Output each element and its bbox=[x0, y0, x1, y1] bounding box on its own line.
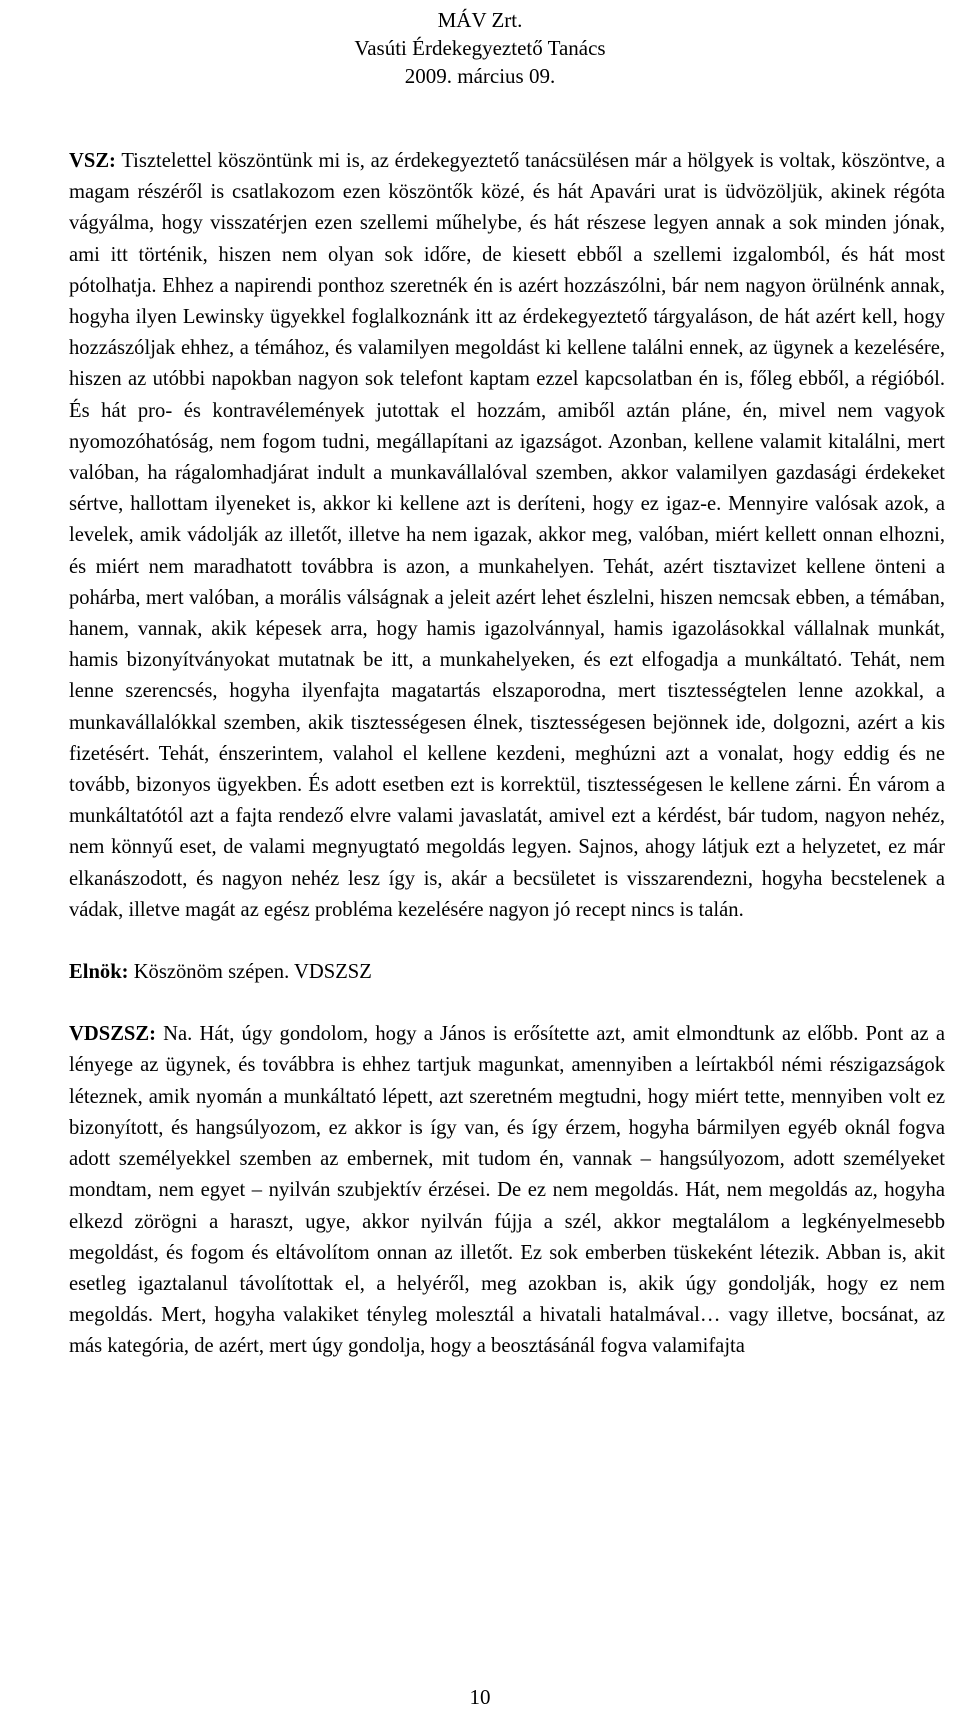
paragraph-elnok bbox=[69, 957, 945, 988]
paragraph-text: Köszönöm szépen. VDSZSZ bbox=[133, 961, 372, 984]
header-organization: MÁV Zrt. bbox=[437, 8, 523, 32]
header-date: 2009. március 09. bbox=[404, 64, 556, 88]
paragraph-vdszsz bbox=[69, 1019, 945, 1362]
document-body bbox=[69, 146, 945, 1363]
paragraph-vsz bbox=[69, 146, 945, 926]
paragraph-text: Tisztelettel köszöntünk mi is, az érdekegyeztető tanácsülésen már a hölgyek is voltak, köszöntve, a magam részéről is csatlakozom ezen köszöntők közé, és hát Apavári urat is üdvözöljük, akinek régóta vágyálma, hogy visszatérjen ezen szellemi műhelybe, és hát részese legyen annak a sok minden jónak, ami itt történik, hiszen nem olyan sok időre, de kiesett ebből a szellemi izgalomból, és hát most pótolhatja. Ehhez a napirendi ponthoz szeretnék én is azért hozzászólni, bár nem nagyon örülnénk annak, hogyha ilyen Lewinsky ügyekkel foglalkoznánk itt az érdekegyeztető tárgyaláson, de hát azért kell, hogy hozzászóljak ehhez, a témához, és valamilyen megoldást ki kellene találni ennek, az ügynek a kezelésére, hiszen az utóbbi napokban nagyon sok telefont kaptam ezzel kapcsolatban én is, főleg ebből, a régióból. És hát pro- és kontravélemények jutottak el hozzám, amiből aztán pláne, én, mivel nem vagyok nyomozóhatóság, nem fogom tudni, megállapítani az igazságot. Azonban, kellene valamit kitalálni, mert valóban, ha rágalomhadjárat indult a munkavállalóval szemben, akkor valamilyen gazdasági érdekeket sértve, hallottam ilyeneket is, akkor ki kellene azt is deríteni, hogy ez igaz-e. Mennyire valósak azok, a levelek, amik vádolják az illetőt, illetve ha nem igazak, akkor meg, valóban, miért kellett onnan elhozni, és miért nem maradhatott továbbra is azon, a munkahelyen. Tehát, azért tisztavizet kellene önteni a pohárba, mert valóban, a morális válságnak a jeleit azért lehet észlelni, hiszen nemcsak ebben, a témában, hanem, vannak, akik képesek arra, hogy hamis igazolvánnyal, hamis igazolásokkal vállalnak munkát, hamis bizonyítványokat mutatnak be itt, a munkahelyeken, és ezt elfogadja a munkáltató. Tehát, nem lenne szerencsés, hogyha ilyenfajta magatartás elszaporodna, mert tisztességtelen lenne azokkal, a munkavállalókkal szemben, akik tisztességesen élnek, tisztességesen bejönnek ide, dolgozni, azért a kis fizetésért. Tehát, énszerintem, valahol el kellene kezdeni, meghúzni azt a vonalat, hogy eddig és ne tovább, bizonyos ügyekben. És adott esetben ezt is korrektül, tisztességesen le kellene zárni. Én várom a munkáltatótól azt a fajta rendező elvre valami javaslatát, amivel ezt a kérdést, bár tudom, nagyon nehéz, nem könnyű eset, de valami megnyugtató megoldás legyen. Sajnos, ahogy látjuk ezt a helyzetet, ez már elkanászodott, és nagyon nehéz lesz így is, akár a becsületet is visszarendezni, hogyha becstelenek a vádak, illetve magát az egész probléma kezelésére nagyon jó recept nincs is talán. bbox=[69, 150, 946, 921]
paragraph-text: Na. Hát, úgy gondolom, hogy a János is erősítette azt, amit elmondtunk az előbb. Pont az a lényege az ügynek, és továbbra is ehhez tartjuk magunkat, amennyiben a leírtakból némi részigazságok léteznek, amik nyomán a munkáltató lépett, azt szeretném megtudni, hogy miért tette, mennyiben volt ez bizonyított, és hangsúlyozom, ez akkor is így van, és így érzem, hogyha bármilyen egyéb oknál fogva adott személyekkel szemben az embernek, mit tudom én, vannak – hangsúlyozom, adott személyeket mondtam, nem egyet – nyilván szubjektív érzései. De ez nem megoldás. Hát, nem megoldás az, hogyha elkezd zörögni a haraszt, ugye, akkor nyilván fújja a szél, akkor megtalálom a legkényelmesebb megoldást, és fogom és eltávolítom onnan az illetőt. Ez sok emberben tüskeként létezik. Abban is, akit esetleg igaztalanul távolítottak el, a helyéről, meg azokban is, akik úgy gondolják, hogy ez nem megoldás. Mert, hogyha valakiket tényleg molesztál a hivatali hatalmával… vagy illetve, bocsánat, az más kategória, de azért, mert úgy gondolja, hogy a beosztásánál fogva valamifajta bbox=[69, 1023, 945, 1358]
speaker-label: VSZ: bbox=[69, 150, 116, 172]
header-council-name: Vasúti Érdekegyeztető Tanács bbox=[354, 36, 606, 60]
speaker-label: VDSZSZ: bbox=[69, 1023, 156, 1046]
page-header bbox=[0, 6, 960, 90]
page-number: 10 bbox=[469, 1685, 491, 1709]
speaker-label: Elnök: bbox=[69, 961, 129, 984]
